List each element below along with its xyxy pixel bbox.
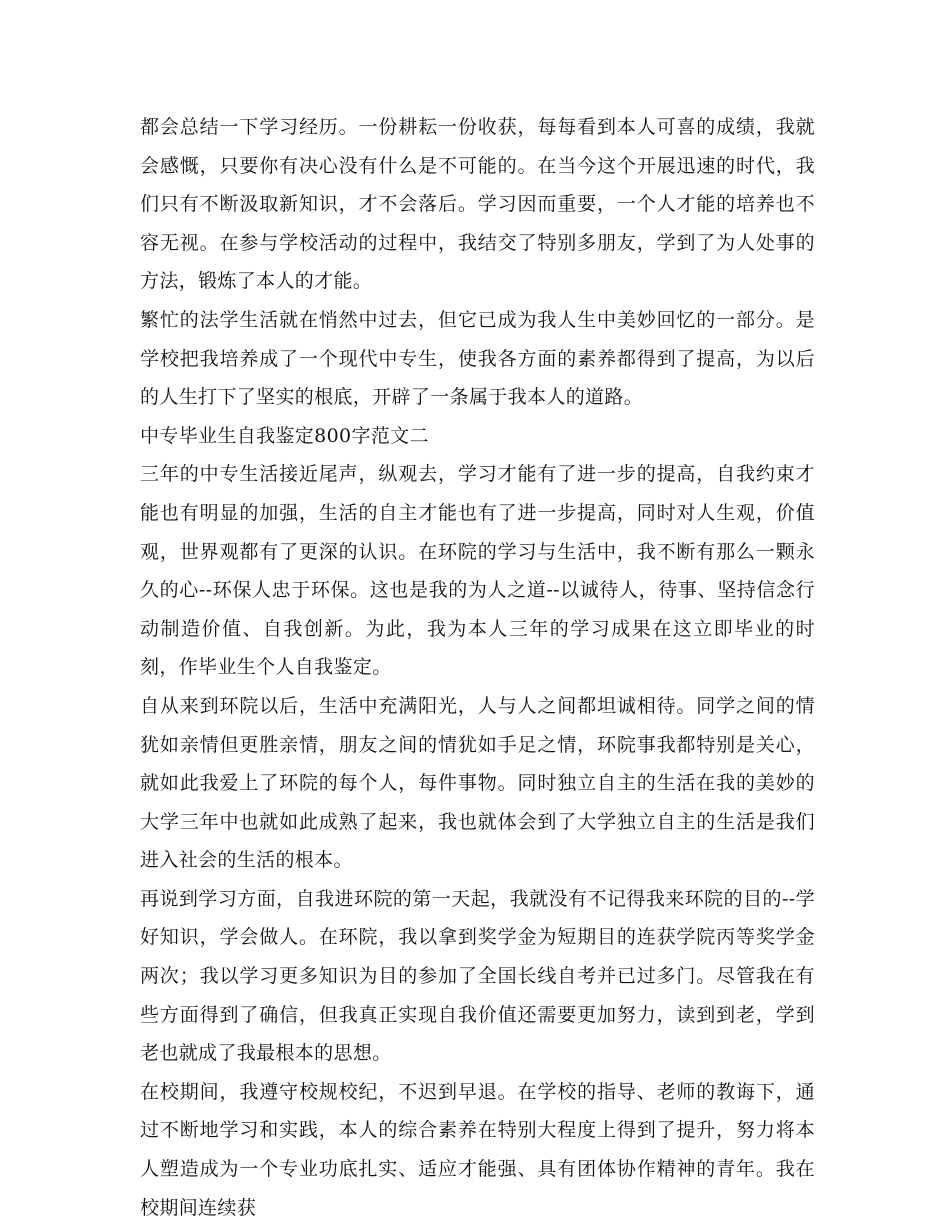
document-body: [140, 108, 815, 1227]
paragraph-6: 在校期间，我遵守校规校纪，不迟到早退。在学校的指导、老师的教诲下，通过不断地学习和实践，本人的综合素养在特别大程度上得到了提升，努力将本人塑造成为一个专业功底扎实、适应才能强、具有团体协作精神的青年。我在校期间连续获: [140, 1080, 815, 1219]
paragraph-2: 繁忙的法学生活就在悄然中过去，但它已成为我人生中美妙回忆的一部分。是学校把我培养成了一个现代中专生，使我各方面的素养都得到了提高，为以后的人生打下了坚实的根底，开辟了一条属于我本人的道路。: [140, 308, 815, 409]
section-heading: 中专毕业生自我鉴定800字范文二: [140, 424, 429, 447]
paragraph-3: 三年的中专生活接近尾声，纵观去，学习才能有了进一步的提高，自我约束才能也有明显的加强，生活的自主才能也有了进一步提高，同时对人生观，价值观，世界观都有了更深的认识。在环院的学习与生活中，我不断有那么一颗永久的心--环保人忠于环保。这也是我的为人之道--以诚待人，待事、坚持信念行动制造价值、自我创新。为此，我为本人三年的学习成果在这立即毕业的时刻，作毕业生个人自我鉴定。: [140, 463, 815, 679]
paragraph-5: 再说到学习方面，自我进环院的第一天起，我就没有不记得我来环院的目的--学好知识，学会做人。在环院，我以拿到奖学金为短期目的连获学院丙等奖学金两次；我以学习更多知识为目的参加了全国长线自考并已过多门。尽管我在有些方面得到了确信，但我真正实现自我价值还需要更加努力，读到到老，学到老也就成了我最根本的思想。: [140, 887, 815, 1065]
paragraph-4: 自从来到环院以后，生活中充满阳光，人与人之间都坦诚相待。同学之间的情犹如亲情但更胜亲情，朋友之间的情犹如手足之情，环院事我都特别是关心，就如此我爱上了环院的每个人，每件事物。同时独立自主的生活在我的美妙的大学三年中也就如此成熟了起来，我也就体会到了大学独立自主的生活是我们进入社会的生活的根本。: [140, 694, 815, 872]
paragraph-1: 都会总结一下学习经历。一份耕耘一份收获，每每看到本人可喜的成绩，我就会感慨，只要你有决心没有什么是不可能的。在当今这个开展迅速的时代，我们只有不断汲取新知识，才不会落后。学习因而重要，一个人才能的培养也不容无视。在参与学校活动的过程中，我结交了特别多朋友，学到了为人处事的方法，锻炼了本人的才能。: [140, 116, 815, 293]
